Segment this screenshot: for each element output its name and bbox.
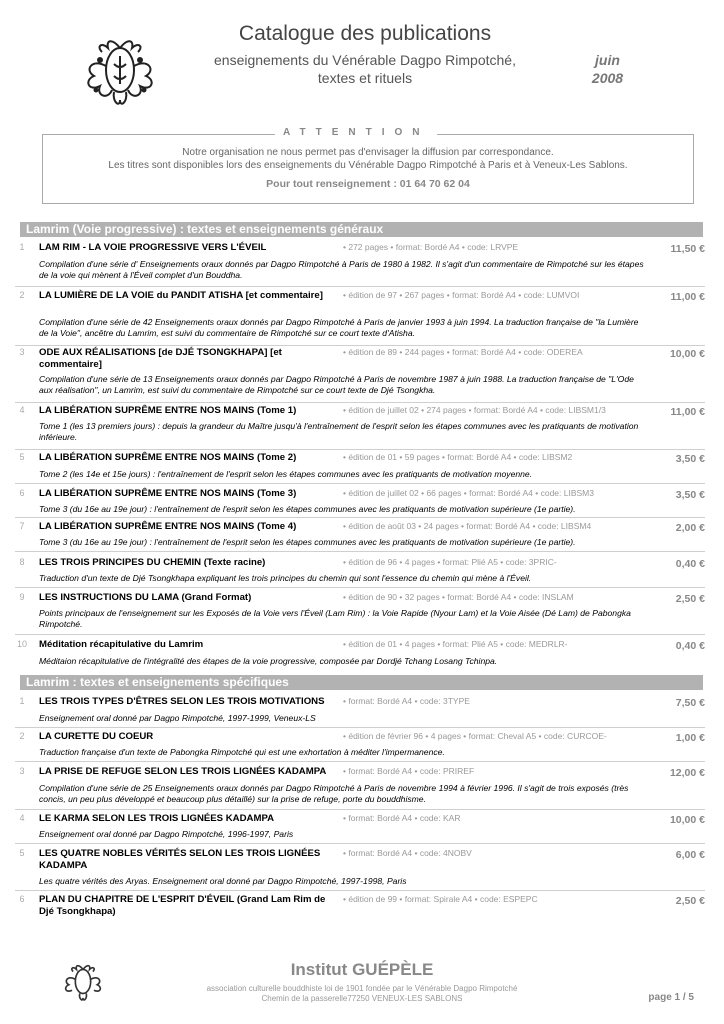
edition-year: 2008	[591, 70, 624, 86]
item-details: • édition de 99 • format: Spirale A4 • code: ESPEPC	[343, 894, 538, 904]
item-title: LA LIBÉRATION SUPRÊME ENTRE NOS MAINS (Tome 3)	[39, 488, 297, 499]
item-description: Points principaux de l'enseignement sur les Exposés de la Voie vers l'Éveil (Lam Rim) : la Voie Rapide (Nyour Lam) et la Voie Aisée (Dé Lam) de Pabongka Rimpotché.	[39, 608, 631, 629]
edition-month: juin	[595, 52, 620, 68]
item-details: • édition de 01 • 59 pages • format: Bordé A4 • code: LIBSM2	[343, 452, 573, 462]
catalogue-subtitle-line-1: enseignements du Vénérable Dagpo Rimpotché,	[214, 52, 516, 68]
item-title: LES INSTRUCTIONS DU LAMA (Grand Format)	[39, 592, 252, 603]
item-number: 10	[16, 639, 27, 649]
item-title: LAM RIM - LA VOIE PROGRESSIVE VERS L'ÉVEIL	[39, 242, 267, 253]
item-divider	[15, 286, 705, 287]
item-description: Compilation d'une série de 25 Enseignements oraux donnés par Dagpo Rimpotché à Paris de novembre 1994 à février 1996. Il s'agit de trois exposés (très concis, un peu plus développé et beaucoup plus détaillé) sur la prise de refuge, porte du bouddhisme.	[39, 783, 629, 804]
item-divider	[15, 843, 705, 844]
item-divider	[15, 587, 705, 588]
item-description: Compilation d'une série de 42 Enseignements oraux donnés par Dagpo Rimpotché à Paris de janvier 1993 à juin 1994. La traduction française de "la Lumière de la Voie", ancêtre du Lamrim, est suivi du commentaire de Rimpotché sur ce court texte d'Atisha.	[39, 317, 639, 338]
item-price: 3,50 €	[675, 489, 705, 501]
attention-line-2: Les titres sont disponibles lors des enseignements du Vénérable Dagpo Rimpotché à Paris et à Veneux-Les Sablons.	[108, 160, 628, 171]
item-number: 5	[19, 848, 25, 858]
item-title: ODE AUX RÉALISATIONS [de DJÉ TSONGKHAPA] [et commentaire]	[39, 347, 282, 370]
item-divider	[15, 761, 705, 762]
item-details: • édition de juillet 02 • 66 pages • format: Bordé A4 • code: LIBSM3	[343, 488, 594, 498]
item-description: Compilation d'une série d' Enseignements oraux donnés par Dagpo Rimpotché à Paris de 1980 à 1982. Il s'agit d'un commentaire de Rimpotché sur les étapes de la voie qui mènent à l'Éveil complet d'un Bouddha.	[39, 259, 644, 280]
item-description: Traduction d'un texte de Djé Tsongkhapa expliquant les trois principes du chemin qui sont l'essence du chemin qui mène à l'Éveil.	[39, 573, 532, 583]
section-header-lamrim-specific: Lamrim : textes et enseignements spécifiques	[20, 675, 703, 690]
item-description: Tome 1 (les 13 premiers jours) : depuis la grandeur du Maître jusqu'à l'entraînement de l'esprit selon les étapes communes avec les pratiquants de motivation inférieure.	[39, 421, 639, 442]
item-title: LA PRISE DE REFUGE SELON LES TROIS LIGNÉES KADAMPA	[39, 766, 327, 777]
item-description: Tome 3 (du 16e au 19e jour) : l'entraînement de l'esprit selon les étapes communes avec les pratiquants de motivation supérieure (1e partie).	[39, 537, 576, 547]
item-title: Méditation récapitulative du Lamrim	[39, 639, 204, 650]
item-price: 12,00 €	[669, 767, 705, 779]
item-description: Traduction française d'un texte de Pabongka Rimpotché qui est une exhortation à méditer l'impermanence.	[39, 747, 445, 757]
institute-name: Institut GUÉPÈLE	[290, 960, 434, 979]
item-divider	[15, 402, 705, 403]
item-details: • édition de février 96 • 4 pages • format: Cheval A5 • code: CURCOE-	[343, 731, 607, 741]
item-price: 3,50 €	[675, 453, 705, 465]
item-number: 2	[19, 731, 25, 741]
item-number: 6	[19, 488, 25, 498]
item-title: LA LIBÉRATION SUPRÊME ENTRE NOS MAINS (Tome 4)	[39, 521, 297, 532]
item-price: 10,00 €	[669, 814, 705, 826]
item-details: • édition de 97 • 267 pages • format: Bordé A4 • code: LUMVOI	[343, 290, 580, 300]
item-details: • édition de 01 • 4 pages • format: Plié A5 • code: MEDRLR-	[343, 639, 568, 649]
item-number: 4	[19, 405, 25, 415]
item-details: • édition de août 03 • 24 pages • format: Bordé A4 • code: LIBSM4	[343, 521, 592, 531]
item-details: • format: Bordé A4 • code: PRIREF	[343, 766, 475, 776]
item-description: Tome 3 (du 16e au 19e jour) : l'entraînement de l'esprit selon les étapes communes avec les pratiquants de motivation supérieure (1e partie).	[39, 504, 576, 514]
item-title: LES TROIS PRINCIPES DU CHEMIN (Texte racine)	[39, 557, 266, 568]
item-title: PLAN DU CHAPITRE DE L'ESPRIT D'ÉVEIL (Grand Lam Rim de Djé Tsongkhapa)	[39, 894, 326, 917]
attention-heading: ATTENTION	[275, 127, 437, 138]
item-number: 2	[19, 290, 25, 300]
item-details: • format: Bordé A4 • code: 4NOBV	[343, 848, 472, 858]
item-number: 9	[19, 592, 25, 602]
item-price: 11,50 €	[670, 243, 705, 255]
item-description: Enseignement oral donné par Dagpo Rimpotché, 1996-1997, Paris	[39, 829, 294, 839]
item-divider	[15, 634, 705, 635]
section-header-lamrim-general: Lamrim (Voie progressive) : textes et enseignements généraux	[20, 222, 703, 237]
item-details: • 272 pages • format: Bordé A4 • code: LRVPE	[343, 242, 519, 252]
item-price: 1,00 €	[675, 732, 705, 744]
item-title: LA LIBÉRATION SUPRÊME ENTRE NOS MAINS (Tome 2)	[39, 452, 297, 463]
item-details: • édition de juillet 02 • 274 pages • format: Bordé A4 • code: LIBSM1/3	[343, 405, 606, 415]
item-divider	[15, 483, 705, 484]
item-price: 2,00 €	[675, 522, 705, 534]
item-price: 2,50 €	[675, 895, 705, 907]
item-price: 0,40 €	[675, 640, 705, 652]
item-title: LES QUATRE NOBLES VÉRITÉS SELON LES TROIS LIGNÉES KADAMPA	[39, 848, 321, 871]
item-price: 7,50 €	[675, 697, 705, 709]
item-description: Méditaion récapitulative de l'intégralité des étapes de la voie progressive, composée par Dordjé Tchang Losang Tchinpa.	[39, 656, 498, 666]
item-divider	[15, 517, 705, 518]
item-price: 11,00 €	[670, 406, 705, 418]
item-price: 11,00 €	[670, 291, 705, 303]
item-number: 3	[19, 766, 25, 776]
item-number: 5	[19, 452, 25, 462]
item-details: • format: Bordé A4 • code: 3TYPE	[343, 696, 470, 706]
item-divider	[15, 345, 705, 346]
item-title: LES TROIS TYPES D'ÊTRES SELON LES TROIS MOTIVATIONS	[39, 696, 325, 707]
attention-notice-box	[42, 127, 694, 204]
item-divider	[15, 727, 705, 728]
item-description: Tome 2 (les 14e et 15e jours) : l'entraînement de l'esprit selon les étapes communes avec les pratiquants de motivation moyenne.	[39, 469, 533, 479]
catalogue-title: Catalogue des publications	[238, 22, 492, 45]
item-details: • édition de 96 • 4 pages • format: Plié A5 • code: 3PRIC-	[343, 557, 557, 567]
item-title: LA CURETTE DU COEUR	[39, 731, 154, 742]
item-details: • édition de 89 • 244 pages • format: Bordé A4 • code: ODEREA	[343, 347, 583, 357]
item-details: • édition de 90 • 32 pages • format: Bordé A4 • code: INSLAM	[343, 592, 574, 602]
item-divider	[15, 449, 705, 450]
item-title: LE KARMA SELON LES TROIS LIGNÉES KADAMPA	[39, 813, 275, 824]
item-number: 8	[19, 557, 25, 567]
institute-description: association culturelle bouddhiste loi de 1901 fondée par le Vénérable Dagpo Rimpotché	[206, 984, 518, 993]
page-number: page 1 / 5	[648, 992, 694, 1003]
attention-line-1: Notre organisation ne nous permet pas d'envisager la diffusion par correspondance.	[182, 147, 554, 158]
institute-address: Chemin de la passerelle77250 VENEUX-LES SABLONS	[261, 994, 463, 1003]
item-number: 1	[19, 242, 25, 252]
item-number: 4	[19, 813, 25, 823]
item-description: Enseignement oral donné par Dagpo Rimpotché, 1997-1999, Veneux-LS	[39, 713, 316, 723]
item-divider	[15, 551, 705, 552]
item-details: • format: Bordé A4 • code: KAR	[343, 813, 461, 823]
item-description: Les quatre vérités des Aryas. Enseignement oral donné par Dagpo Rimpotché, 1997-1998, Paris	[39, 876, 407, 886]
item-divider	[15, 890, 705, 891]
item-description: Compilation d'une série de 13 Enseignements oraux donnés par Dagpo Rimpotché à Paris de novembre 1987 à juin 1988. La traduction française de "L'Ode aux réalisation", un Lamrim, est suivi du commentaire de Rimpotché sur ce court texte de Djé Tsongkha.	[39, 374, 634, 395]
item-title: LA LUMIÈRE DE LA VOIE du PANDIT ATISHA [et commentaire]	[39, 290, 323, 301]
item-price: 10,00 €	[669, 348, 705, 360]
catalogue-subtitle-line-2: textes et rituels	[317, 70, 413, 86]
institute-emblem-logo	[78, 30, 162, 112]
item-number: 7	[19, 521, 25, 531]
item-price: 2,50 €	[675, 593, 705, 605]
attention-contact-phone: Pour tout renseignement : 01 64 70 62 04	[266, 178, 470, 190]
item-price: 0,40 €	[675, 558, 705, 570]
item-number: 1	[19, 696, 25, 706]
item-number: 3	[19, 347, 25, 357]
item-number: 6	[19, 894, 25, 904]
item-title: LA LIBÉRATION SUPRÊME ENTRE NOS MAINS (Tome 1)	[39, 405, 297, 416]
item-divider	[15, 809, 705, 810]
item-price: 6,00 €	[675, 849, 705, 861]
